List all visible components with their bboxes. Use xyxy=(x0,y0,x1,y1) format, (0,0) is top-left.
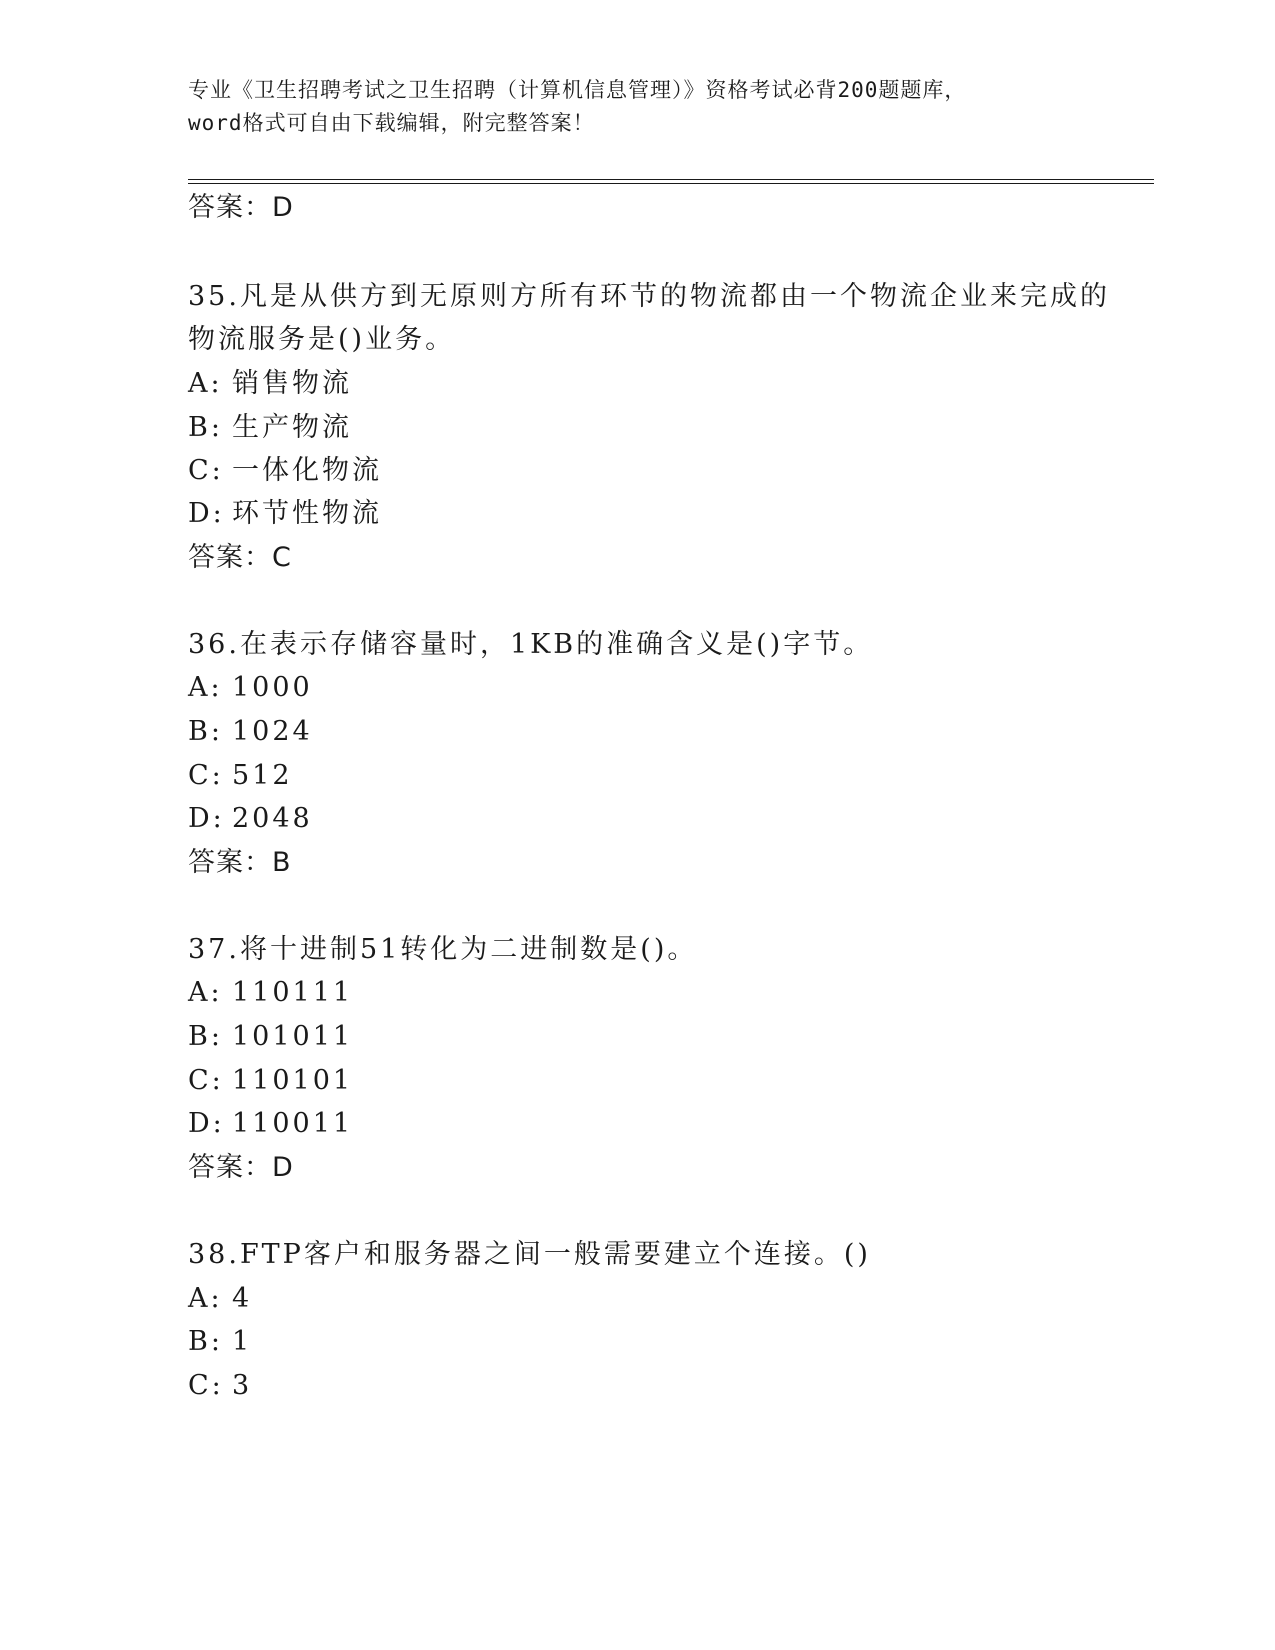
option-letter: A: xyxy=(188,672,223,703)
option-text: 环节性物流 xyxy=(232,498,382,529)
previous-answer: 答案：D xyxy=(188,192,294,223)
question-38-option-c xyxy=(188,1366,252,1406)
option-letter: C: xyxy=(188,760,224,791)
question-36-option-b xyxy=(188,712,313,752)
question-37-option-d xyxy=(188,1104,353,1144)
option-letter: C: xyxy=(188,1065,224,1096)
question-36-stem: 36.在表示存储容量时，1KB的准确含义是()字节。 xyxy=(188,629,874,660)
option-text: 110111 xyxy=(232,977,354,1008)
question-38-option-b xyxy=(188,1322,252,1362)
option-letter: B: xyxy=(188,1021,223,1052)
question-35-answer: 答案：C xyxy=(188,542,292,573)
option-letter: C: xyxy=(188,455,224,486)
option-text: 101011 xyxy=(232,1021,354,1052)
option-letter: B: xyxy=(188,1326,223,1357)
header-line-2: word格式可自由下载编辑，附完整答案！ xyxy=(188,111,595,135)
question-36-option-d xyxy=(188,799,313,839)
option-text: 110011 xyxy=(232,1108,354,1139)
document-header xyxy=(188,74,1088,140)
question-37-answer: 答案：D xyxy=(188,1152,294,1183)
question-36-option-a xyxy=(188,668,313,708)
question-38-option-a xyxy=(188,1279,252,1319)
option-text: 销售物流 xyxy=(232,368,352,399)
option-letter: D: xyxy=(188,1108,225,1139)
question-36-option-c xyxy=(188,756,293,796)
option-letter: C: xyxy=(188,1370,224,1401)
option-letter: D: xyxy=(188,498,225,529)
option-text: 2048 xyxy=(232,803,313,834)
option-text: 110101 xyxy=(232,1065,354,1096)
question-37-option-a xyxy=(188,973,353,1013)
header-line-1: 专业《卫生招聘考试之卫生招聘（计算机信息管理）》资格考试必背200题题库， xyxy=(188,78,967,102)
header-divider xyxy=(188,179,1154,180)
question-36-answer: 答案：B xyxy=(188,847,292,878)
option-text: 生产物流 xyxy=(232,412,352,443)
header-divider-second xyxy=(188,183,1154,184)
question-37-option-c xyxy=(188,1061,353,1101)
question-37-option-b xyxy=(188,1017,353,1057)
question-37-stem: 37.将十进制51转化为二进制数是()。 xyxy=(188,934,698,965)
option-letter: D: xyxy=(188,803,225,834)
question-35-option-b xyxy=(188,408,352,448)
option-text: 1000 xyxy=(232,672,313,703)
option-text: 1 xyxy=(232,1326,253,1357)
option-text: 1024 xyxy=(232,716,313,747)
option-letter: B: xyxy=(188,716,223,747)
question-38-stem: 38.FTP客户和服务器之间一般需要建立个连接。() xyxy=(188,1239,871,1270)
question-35-stem-line-1: 35.凡是从供方到无原则方所有环节的物流都由一个物流企业来完成的 xyxy=(188,281,1110,312)
question-35-option-d xyxy=(188,494,382,534)
question-35-option-c xyxy=(188,451,382,491)
option-letter: B: xyxy=(188,412,223,443)
option-letter: A: xyxy=(188,368,223,399)
question-35-option-a xyxy=(188,364,352,404)
option-text: 4 xyxy=(232,1283,253,1314)
option-letter: A: xyxy=(188,977,223,1008)
option-text: 3 xyxy=(232,1370,253,1401)
option-text: 512 xyxy=(232,760,293,791)
option-text: 一体化物流 xyxy=(232,455,382,486)
question-35-stem-line-2: 物流服务是()业务。 xyxy=(188,324,456,355)
option-letter: A: xyxy=(188,1283,223,1314)
